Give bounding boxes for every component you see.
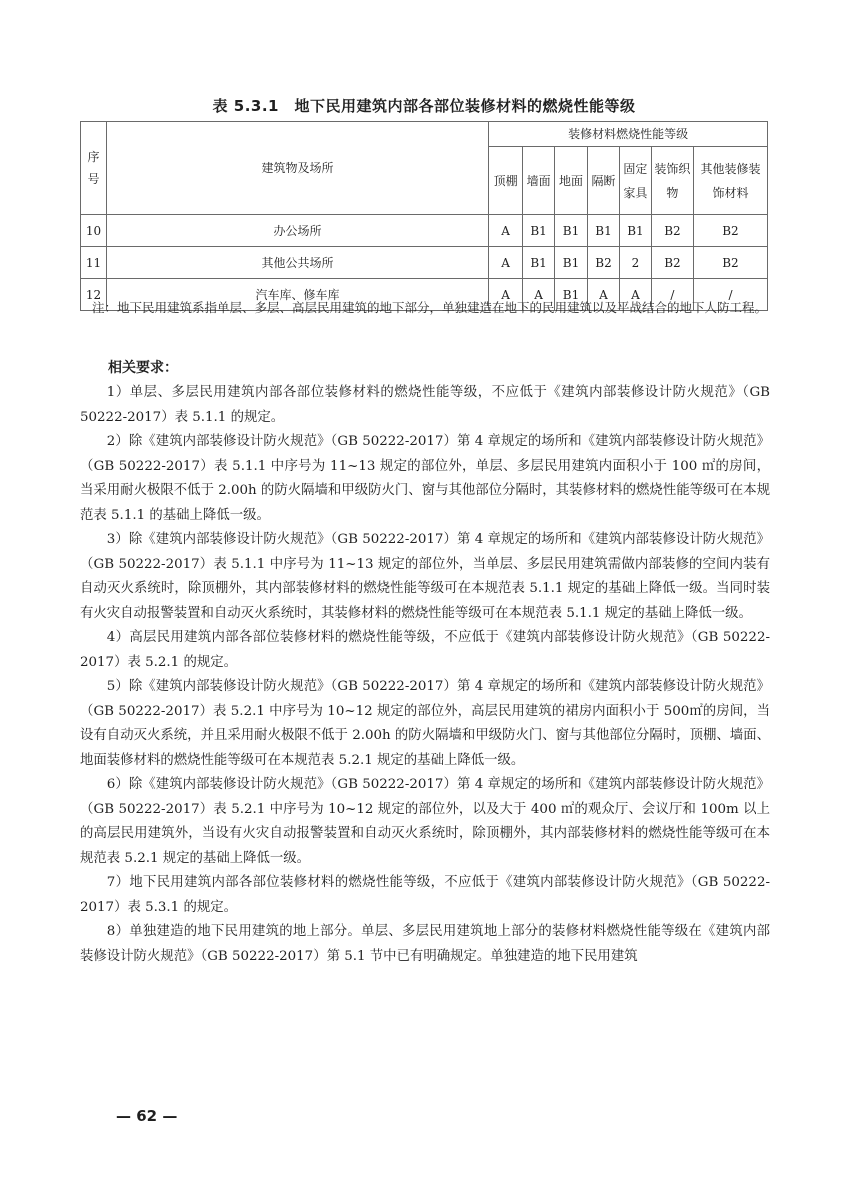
table-title: 表 5.3.1 地下民用建筑内部各部位装修材料的燃烧性能等级 xyxy=(212,97,636,115)
paragraph: 1）单层、多层民用建筑内部各部位装修材料的燃烧性能等级，不应低于《建筑内部装修设计防火规范》（GB 50222-2017）表 5.1.1 的规定。 xyxy=(80,385,770,425)
row-value: B1 xyxy=(523,215,555,247)
row-value: 2 xyxy=(619,247,651,279)
paragraph: 4）高层民用建筑内部各部位装修材料的燃烧性能等级，不应低于《建筑内部装修设计防火规范》（GB 50222-2017）表 5.2.1 的规定。 xyxy=(80,630,770,670)
row-no: 10 xyxy=(81,215,107,247)
row-value: A xyxy=(489,215,523,247)
row-no: 11 xyxy=(81,247,107,279)
row-value: B1 xyxy=(619,215,651,247)
row-value: B1 xyxy=(588,215,620,247)
header-col: 地面 xyxy=(555,147,588,215)
row-value: B1 xyxy=(555,215,588,247)
paragraph: 3）除《建筑内部装修设计防火规范》（GB 50222-2017）第 4 章规定的场所和《建筑内部装修设计防火规范》（GB 50222-2017）表 5.1.1 中序号为 11~13 规定的部位外，当单层、多层民用建筑需做内部装修的空间内装有自动灭火系统时，除顶棚外，其内部装修材料的燃烧性能等级可在本规范表 5.1.1 规定的基础上降低一级。当同时装有火灾自动报警装置和自动灭火系统时，其装修材料的燃烧性能等级可在本规范表 5.1.1 规定的基础上降低一级。 xyxy=(80,532,770,621)
row-value: B2 xyxy=(651,215,693,247)
row-value: A xyxy=(489,279,523,311)
header-col: 固定家具 xyxy=(619,147,651,215)
header-col: 装饰织物 xyxy=(651,147,693,215)
table-note: 注：地下民用建筑系指单层、多层、高层民用建筑的地下部分，单独建造在地下的民用建筑以及平战结合的地下人防工程。 xyxy=(92,300,768,315)
row-value: A xyxy=(523,279,555,311)
body-text xyxy=(80,381,770,969)
header-col: 其他装修装饰材料 xyxy=(693,147,767,215)
row-value: / xyxy=(693,279,767,311)
header-col: 隔断 xyxy=(588,147,620,215)
row-value: A xyxy=(489,247,523,279)
row-value: B2 xyxy=(693,215,767,247)
paragraph: 6）除《建筑内部装修设计防火规范》（GB 50222-2017）第 4 章规定的场所和《建筑内部装修设计防火规范》（GB 50222-2017）表 5.2.1 中序号为 10~12 规定的部位外，以及大于 400 ㎡的观众厅、会议厅和 100m 以上的高层民用建筑外，当设有火灾自动报警装置和自动灭火系统时，除顶棚外，其内部装修材料的燃烧性能等级可在本规范表 5.2.1 规定的基础上降低一级。 xyxy=(80,777,770,866)
row-value: B2 xyxy=(588,247,620,279)
table-row xyxy=(81,215,768,247)
section-heading: 相关要求： xyxy=(108,360,178,376)
header-group: 装修材料燃烧性能等级 xyxy=(489,122,768,147)
row-place: 办公场所 xyxy=(106,215,488,247)
row-value: B1 xyxy=(523,247,555,279)
header-col: 墙面 xyxy=(523,147,555,215)
row-no: 12 xyxy=(81,279,107,311)
table-row xyxy=(81,247,768,279)
paragraph: 7）地下民用建筑内部各部位装修材料的燃烧性能等级，不应低于《建筑内部装修设计防火规范》（GB 50222-2017）表 5.3.1 的规定。 xyxy=(80,875,770,915)
paragraph: 5）除《建筑内部装修设计防火规范》（GB 50222-2017）第 4 章规定的场所和《建筑内部装修设计防火规范》（GB 50222-2017）表 5.2.1 中序号为 10~12 规定的部位外，高层民用建筑的裙房内面积小于 500㎡的房间，当设有自动灭火系统，并且采用耐火极限不低于 2.00h 的防火隔墙和甲级防火门、窗与其他部位分隔时，顶棚、墙面、地面装修材料的燃烧性能等级可在本规范表 5.2.1 规定的基础上降低一级。 xyxy=(80,679,770,768)
paragraph: 8）单独建造的地下民用建筑的地上部分。单层、多层民用建筑地上部分的装修材料燃烧性能等级在《建筑内部装修设计防火规范》（GB 50222-2017）第 5.1 节中已有明确规定。单独建造的地下民用建筑 xyxy=(80,924,770,964)
row-value: B2 xyxy=(693,247,767,279)
row-value: / xyxy=(651,279,693,311)
header-place: 建筑物及场所 xyxy=(106,122,488,215)
row-place: 其他公共场所 xyxy=(106,247,488,279)
row-value: B1 xyxy=(555,279,588,311)
row-place: 汽车库、修车库 xyxy=(106,279,488,311)
page-number: — 62 — xyxy=(116,1107,178,1125)
row-value: B1 xyxy=(555,247,588,279)
row-value: A xyxy=(619,279,651,311)
paragraph: 2）除《建筑内部装修设计防火规范》（GB 50222-2017）第 4 章规定的场所和《建筑内部装修设计防火规范》（GB 50222-2017）表 5.1.1 中序号为 11~13 规定的部位外，单层、多层民用建筑内面积小于 100 ㎡的房间，当采用耐火极限不低于 2.00h 的防火隔墙和甲级防火门、窗与其他部位分隔时，其装修材料的燃烧性能等级可在本规范表 5.1.1 的基础上降低一级。 xyxy=(80,434,770,523)
material-table xyxy=(80,121,768,311)
header-col: 顶棚 xyxy=(489,147,523,215)
header-no: 序号 xyxy=(81,122,107,215)
row-value: B2 xyxy=(651,247,693,279)
row-value: A xyxy=(588,279,620,311)
